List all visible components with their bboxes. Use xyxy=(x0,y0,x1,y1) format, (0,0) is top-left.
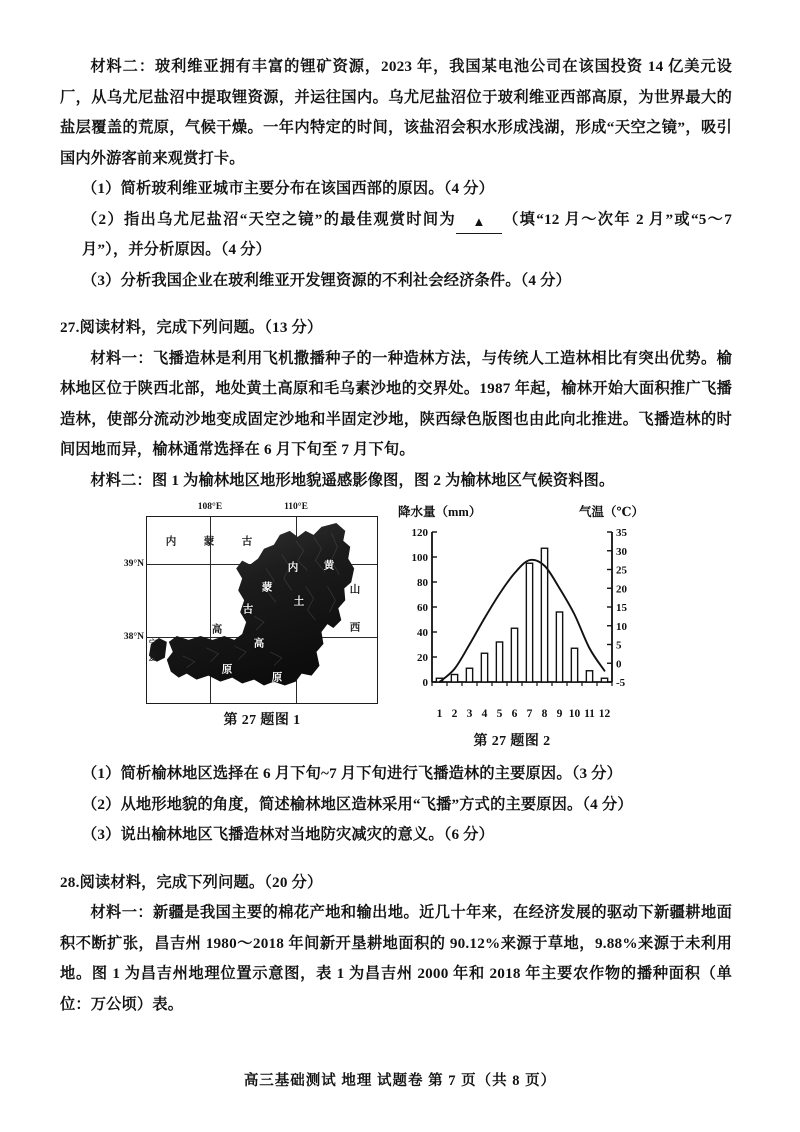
svg-text:35: 35 xyxy=(616,527,627,539)
map-lon-label-108e: 108°E xyxy=(197,502,223,512)
q26-material-2-label: 材料二： xyxy=(90,58,155,75)
chart-month-label: 12 xyxy=(598,708,611,720)
q27-sub-2: （2）从地形地貌的角度，简述榆林地区造林采用“飞播”方式的主要原因。（4 分） xyxy=(82,795,633,813)
q27-sub-3: （3）说出榆林地区飞播造林对当地防灾减灾的意义。（6 分） xyxy=(82,826,495,843)
chart-month-label: 6 xyxy=(511,708,518,720)
map-lat-label-39n: 39°N xyxy=(123,559,144,569)
figure-2-block xyxy=(378,502,646,750)
spacer-3 xyxy=(60,851,732,868)
chart-plot xyxy=(396,522,646,702)
q27-material-1-text: 飞播造林是利用飞机撒播种子的一种造林方法，与传统人工造林相比有突出优势。榆林地区位于陕西北部，地处黄土高原和毛乌素沙地的交界处。1987 年起，榆林开始大面积推广飞播造林，使部分流动沙地变成固定沙地和半固定沙地，陕西绿色版图也由此向北推进。飞播造林的时间因地而异，榆林通常选择在 6 月下旬至 7 月下旬。 xyxy=(60,349,732,458)
svg-text:5: 5 xyxy=(616,639,622,652)
chart-month-label: 11 xyxy=(584,708,595,720)
page-footer: 高三基础测试 地理 试题卷 第 7 页（共 8 页） xyxy=(243,1073,557,1089)
map-label-meng-1: 蒙 xyxy=(203,536,215,548)
chart-month-label: 1 xyxy=(436,708,443,720)
q28-heading: 28.阅读材料，完成下列问题。（20 分） xyxy=(60,873,323,891)
q26-answer-blank[interactable]: ▲ xyxy=(456,211,502,234)
chart-month-label: 8 xyxy=(541,708,548,720)
q28-material-1 xyxy=(60,898,732,1020)
map-label-gu-2: 古 xyxy=(242,604,254,616)
svg-text:25: 25 xyxy=(616,564,627,577)
q26-sub-3: （3）分析我国企业在玻利维亚开发锂资源的不利社会经济条件。（4 分） xyxy=(82,271,571,289)
climate-chart xyxy=(396,502,646,725)
chart-month-label: 7 xyxy=(526,708,533,720)
q26-sub-2-stem: （2）指出乌尤尼盐沼“天空之镜”的最佳观赏时间为 xyxy=(82,210,456,228)
q27-material-2 xyxy=(60,466,732,497)
svg-text:20: 20 xyxy=(616,583,627,596)
chart-axis-titles xyxy=(396,502,646,522)
svg-text:30: 30 xyxy=(616,545,627,558)
map-label-tu: 土 xyxy=(293,596,305,608)
q27-material-2-text: 图 1 为榆林地区地形地貌遥感影像图，图 2 为榆林地区气候资料图。 xyxy=(151,471,615,489)
figure-1-caption: 第 27 题图 1 xyxy=(223,713,301,728)
svg-text:0: 0 xyxy=(422,677,428,689)
map-longitude-axis xyxy=(146,502,378,516)
map-label-yuan-1: 原 xyxy=(221,664,233,676)
map-frame xyxy=(123,516,378,704)
q27-material-1-label: 材料一： xyxy=(90,349,154,367)
map-terrain-shape xyxy=(147,517,377,703)
q27-sub-1: （1）简析榆林地区选择在 6 月下旬~7 月下旬进行飞播造林的主要原因。（3 分） xyxy=(82,765,623,782)
svg-text:0: 0 xyxy=(616,658,622,671)
chart-month-label: 4 xyxy=(481,708,488,720)
chart-month-axis xyxy=(396,708,646,725)
spacer-2 xyxy=(60,750,732,759)
svg-text:20: 20 xyxy=(417,652,428,664)
svg-text:15: 15 xyxy=(616,602,627,614)
svg-text:60: 60 xyxy=(417,602,428,614)
figure-1-block xyxy=(123,502,378,729)
chart-right-axis-title: 气温（℃） xyxy=(579,505,644,519)
map-label-inner-1: 内 xyxy=(165,536,177,548)
q26-material-2 xyxy=(60,52,732,174)
chart-month-label: 3 xyxy=(466,708,473,720)
q27-material-2-label: 材料二： xyxy=(90,471,152,489)
map-label-inner-2: 内 xyxy=(287,562,299,574)
chart-plot-holder xyxy=(396,522,646,707)
q28-material-1-label: 材料一： xyxy=(90,904,154,921)
map-label-gu-1: 古 xyxy=(241,536,253,548)
map-lon-label-110e: 110°E xyxy=(284,502,308,512)
svg-text:10: 10 xyxy=(616,620,627,633)
spacer-1 xyxy=(60,296,732,313)
q26-sub-2-tail: （填“12 月～次年 2 月”或“5～7 月”），并分析原因。（4 分） xyxy=(82,210,732,258)
chart-left-axis-title: 降水量（mm） xyxy=(398,505,482,519)
svg-text:80: 80 xyxy=(417,577,428,589)
map-label-shan: 山 xyxy=(349,584,361,596)
map-label-gao-1: 高 xyxy=(211,624,223,636)
map-label-xi: 西 xyxy=(349,622,361,634)
chart-month-label: 9 xyxy=(556,708,563,720)
map-figure xyxy=(123,502,378,704)
map-lat-label-38n: 38°N xyxy=(123,632,144,642)
svg-text:40: 40 xyxy=(417,627,428,639)
chart-month-label: 2 xyxy=(451,708,458,720)
svg-text:-5: -5 xyxy=(616,677,626,689)
map-label-huang: 黄 xyxy=(323,560,335,572)
q26-sub-1: （1）简析玻利维亚城市主要分布在该国西部的原因。（4 分） xyxy=(82,180,495,197)
map-label-yuan-2: 原 xyxy=(271,672,283,684)
q28-material-1-text: 新疆是我国主要的棉花产地和输出地。近几十年来，在经济发展的驱动下新疆耕地面积不断扩张，昌吉州 1980～2018 年间新开垦耕地面积的 90.12%来源于草地，9.88%来源于未利用地。图 1 为昌吉州地理位置示意图，表 1 为昌吉州 2000 年和 2018 年主要农作物的播种面积（单位：万公顷）表。 xyxy=(60,904,732,1013)
q26-sub-2 xyxy=(82,205,732,266)
q27-figures xyxy=(60,502,732,750)
map-label-gao-2: 高 xyxy=(253,638,265,650)
q27-heading: 27.阅读材料，完成下列问题。（13 分） xyxy=(60,319,323,336)
q27-material-1 xyxy=(60,344,732,466)
svg-text:100: 100 xyxy=(411,552,428,564)
q26-material-2-text: 玻利维亚拥有丰富的锂矿资源，2023 年，我国某电池公司在该国投资 14 亿美元设厂，从乌尤尼盐沼中提取锂资源，并运往国内。乌尤尼盐沼位于玻利维亚西部高原，为世界最大的盐层覆盖的荒原，气候干燥。一年内特定的时间，该盐沼会积水形成浅湖，形成“天空之镜”，吸引国内外游客前来观赏打卡。 xyxy=(60,58,732,167)
map-label-ning: 宁 xyxy=(148,638,158,648)
map-label-meng-2: 蒙 xyxy=(261,582,273,594)
svg-text:120: 120 xyxy=(411,527,428,539)
figure-2-caption: 第 27 题图 2 xyxy=(473,734,551,749)
map-label-xia: 夏 xyxy=(148,652,158,662)
chart-month-label: 10 xyxy=(568,708,581,720)
chart-month-label: 5 xyxy=(496,708,503,720)
